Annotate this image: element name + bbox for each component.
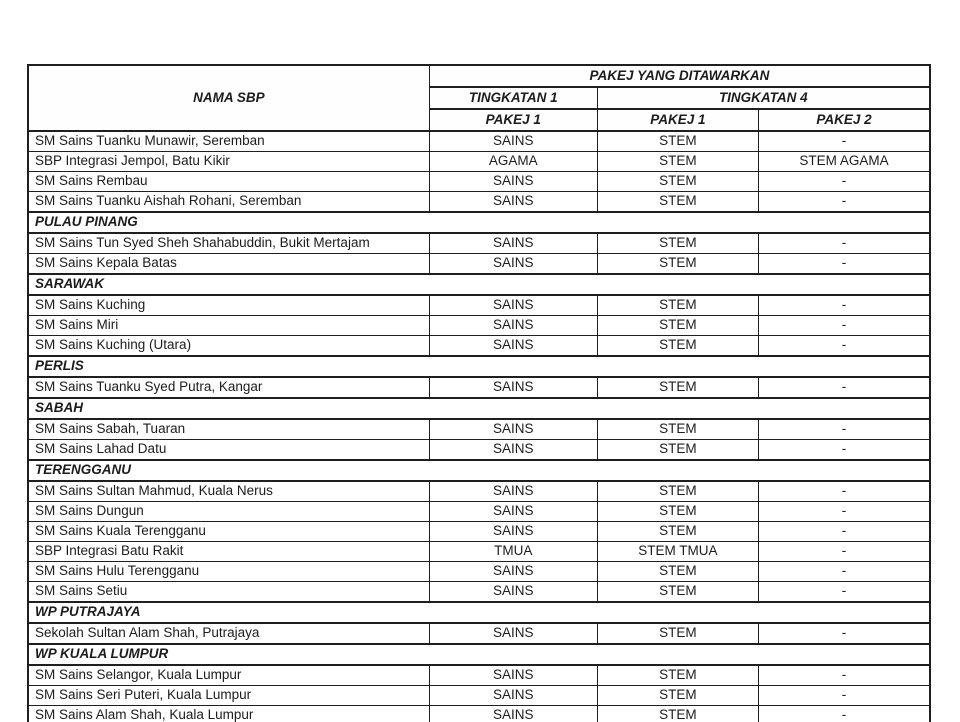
region-section-row [28,644,930,665]
tingkatan1-pakej1-cell: SAINS [429,192,597,213]
table-row [28,522,930,542]
school-name-cell: SM Sains Rembau [28,172,429,192]
tingkatan4-pakej2-cell: - [759,377,930,398]
tingkatan1-pakej1-cell: SAINS [429,377,597,398]
school-name-cell: SBP Integrasi Jempol, Batu Kikir [28,152,429,172]
tingkatan4-pakej2-cell: - [759,316,930,336]
region-section-row [28,274,930,295]
school-name-cell: SM Sains Tuanku Syed Putra, Kangar [28,377,429,398]
school-name-cell: SM Sains Tuanku Munawir, Seremban [28,131,429,152]
table-row [28,562,930,582]
tingkatan1-pakej1-cell: SAINS [429,665,597,686]
tingkatan4-pakej2-cell: - [759,254,930,275]
school-name-cell: SM Sains Selangor, Kuala Lumpur [28,665,429,686]
tingkatan4-pakej1-cell: STEM [597,522,758,542]
tingkatan1-pakej1-cell: SAINS [429,233,597,254]
column-header-t1-pakej-1: PAKEJ 1 [429,109,597,131]
tingkatan4-pakej1-cell: STEM [597,295,758,316]
region-section-label: SARAWAK [28,274,930,295]
table-row [28,172,930,192]
tingkatan4-pakej1-cell: STEM [597,419,758,440]
column-header-nama-sbp: NAMA SBP [28,65,429,131]
sbp-package-table-wrap [27,64,931,722]
tingkatan1-pakej1-cell: SAINS [429,522,597,542]
tingkatan1-pakej1-cell: SAINS [429,254,597,275]
table-row [28,542,930,562]
region-section-label: WP PUTRAJAYA [28,602,930,623]
tingkatan1-pakej1-cell: SAINS [429,295,597,316]
school-name-cell: SM Sains Tun Syed Sheh Shahabuddin, Bukit Mertajam [28,233,429,254]
school-name-cell: SM Sains Seri Puteri, Kuala Lumpur [28,686,429,706]
tingkatan4-pakej1-cell: STEM [597,254,758,275]
table-row [28,336,930,357]
column-header-pakej-group: PAKEJ YANG DITAWARKAN [429,65,930,87]
tingkatan4-pakej2-cell: - [759,502,930,522]
table-row [28,419,930,440]
table-row [28,131,930,152]
school-name-cell: SM Sains Setiu [28,582,429,603]
tingkatan4-pakej2-cell: - [759,522,930,542]
school-name-cell: SM Sains Kuala Terengganu [28,522,429,542]
table-row [28,481,930,502]
table-row [28,582,930,603]
tingkatan4-pakej1-cell: STEM [597,440,758,461]
tingkatan1-pakej1-cell: TMUA [429,542,597,562]
tingkatan1-pakej1-cell: SAINS [429,419,597,440]
table-row [28,623,930,644]
school-name-cell: SM Sains Sabah, Tuaran [28,419,429,440]
table-row [28,706,930,722]
tingkatan4-pakej1-cell: STEM [597,233,758,254]
tingkatan4-pakej1-cell: STEM [597,152,758,172]
school-name-cell: SM Sains Hulu Terengganu [28,562,429,582]
table-row [28,502,930,522]
tingkatan1-pakej1-cell: SAINS [429,481,597,502]
table-body [28,131,930,722]
school-name-cell: SM Sains Sultan Mahmud, Kuala Nerus [28,481,429,502]
school-name-cell: SM Sains Dungun [28,502,429,522]
tingkatan4-pakej2-cell: - [759,562,930,582]
tingkatan1-pakej1-cell: SAINS [429,582,597,603]
table-row [28,295,930,316]
region-section-label: WP KUALA LUMPUR [28,644,930,665]
school-name-cell: SM Sains Kepala Batas [28,254,429,275]
tingkatan4-pakej2-cell: STEM AGAMA [759,152,930,172]
region-section-row [28,602,930,623]
tingkatan4-pakej2-cell: - [759,131,930,152]
school-name-cell: SM Sains Lahad Datu [28,440,429,461]
table-row [28,254,930,275]
region-section-row [28,356,930,377]
tingkatan4-pakej1-cell: STEM [597,192,758,213]
tingkatan4-pakej1-cell: STEM [597,131,758,152]
school-name-cell: SM Sains Kuching (Utara) [28,336,429,357]
region-section-row [28,398,930,419]
tingkatan4-pakej2-cell: - [759,582,930,603]
region-section-row [28,460,930,481]
tingkatan4-pakej1-cell: STEM [597,582,758,603]
tingkatan4-pakej1-cell: STEM [597,502,758,522]
header-row-group [28,65,930,87]
tingkatan4-pakej2-cell: - [759,295,930,316]
tingkatan4-pakej1-cell: STEM [597,172,758,192]
tingkatan4-pakej1-cell: STEM [597,686,758,706]
tingkatan1-pakej1-cell: SAINS [429,562,597,582]
tingkatan1-pakej1-cell: SAINS [429,706,597,722]
table-row [28,152,930,172]
school-name-cell: SBP Integrasi Batu Rakit [28,542,429,562]
tingkatan4-pakej2-cell: - [759,665,930,686]
tingkatan4-pakej2-cell: - [759,481,930,502]
tingkatan1-pakej1-cell: AGAMA [429,152,597,172]
tingkatan1-pakej1-cell: SAINS [429,440,597,461]
tingkatan4-pakej2-cell: - [759,233,930,254]
school-name-cell: SM Sains Kuching [28,295,429,316]
tingkatan4-pakej2-cell: - [759,706,930,722]
tingkatan4-pakej2-cell: - [759,623,930,644]
tingkatan4-pakej2-cell: - [759,336,930,357]
tingkatan1-pakej1-cell: SAINS [429,502,597,522]
region-section-label: TERENGGANU [28,460,930,481]
table-header [28,65,930,131]
tingkatan4-pakej1-cell: STEM [597,316,758,336]
tingkatan4-pakej1-cell: STEM [597,706,758,722]
column-header-t4-pakej-2: PAKEJ 2 [759,109,930,131]
tingkatan4-pakej1-cell: STEM [597,562,758,582]
tingkatan4-pakej2-cell: - [759,686,930,706]
tingkatan4-pakej1-cell: STEM [597,623,758,644]
tingkatan1-pakej1-cell: SAINS [429,336,597,357]
tingkatan4-pakej1-cell: STEM [597,481,758,502]
tingkatan4-pakej2-cell: - [759,542,930,562]
region-section-label: SABAH [28,398,930,419]
school-name-cell: Sekolah Sultan Alam Shah, Putrajaya [28,623,429,644]
tingkatan4-pakej1-cell: STEM [597,336,758,357]
school-name-cell: SM Sains Miri [28,316,429,336]
tingkatan4-pakej1-cell: STEM TMUA [597,542,758,562]
region-section-label: PERLIS [28,356,930,377]
region-section-row [28,212,930,233]
tingkatan4-pakej2-cell: - [759,192,930,213]
table-row [28,233,930,254]
tingkatan4-pakej1-cell: STEM [597,665,758,686]
tingkatan4-pakej2-cell: - [759,419,930,440]
region-section-label: PULAU PINANG [28,212,930,233]
tingkatan1-pakej1-cell: SAINS [429,686,597,706]
table-row [28,686,930,706]
tingkatan1-pakej1-cell: SAINS [429,131,597,152]
school-name-cell: SM Sains Alam Shah, Kuala Lumpur [28,706,429,722]
tingkatan1-pakej1-cell: SAINS [429,172,597,192]
tingkatan4-pakej1-cell: STEM [597,377,758,398]
tingkatan4-pakej2-cell: - [759,440,930,461]
tingkatan4-pakej2-cell: - [759,172,930,192]
sbp-package-table [27,64,931,722]
column-header-t4-pakej-1: PAKEJ 1 [597,109,758,131]
column-header-tingkatan-1: TINGKATAN 1 [429,87,597,109]
table-row [28,316,930,336]
table-row [28,440,930,461]
table-row [28,192,930,213]
tingkatan1-pakej1-cell: SAINS [429,316,597,336]
column-header-tingkatan-4: TINGKATAN 4 [597,87,930,109]
tingkatan1-pakej1-cell: SAINS [429,623,597,644]
school-name-cell: SM Sains Tuanku Aishah Rohani, Seremban [28,192,429,213]
table-row [28,665,930,686]
table-row [28,377,930,398]
